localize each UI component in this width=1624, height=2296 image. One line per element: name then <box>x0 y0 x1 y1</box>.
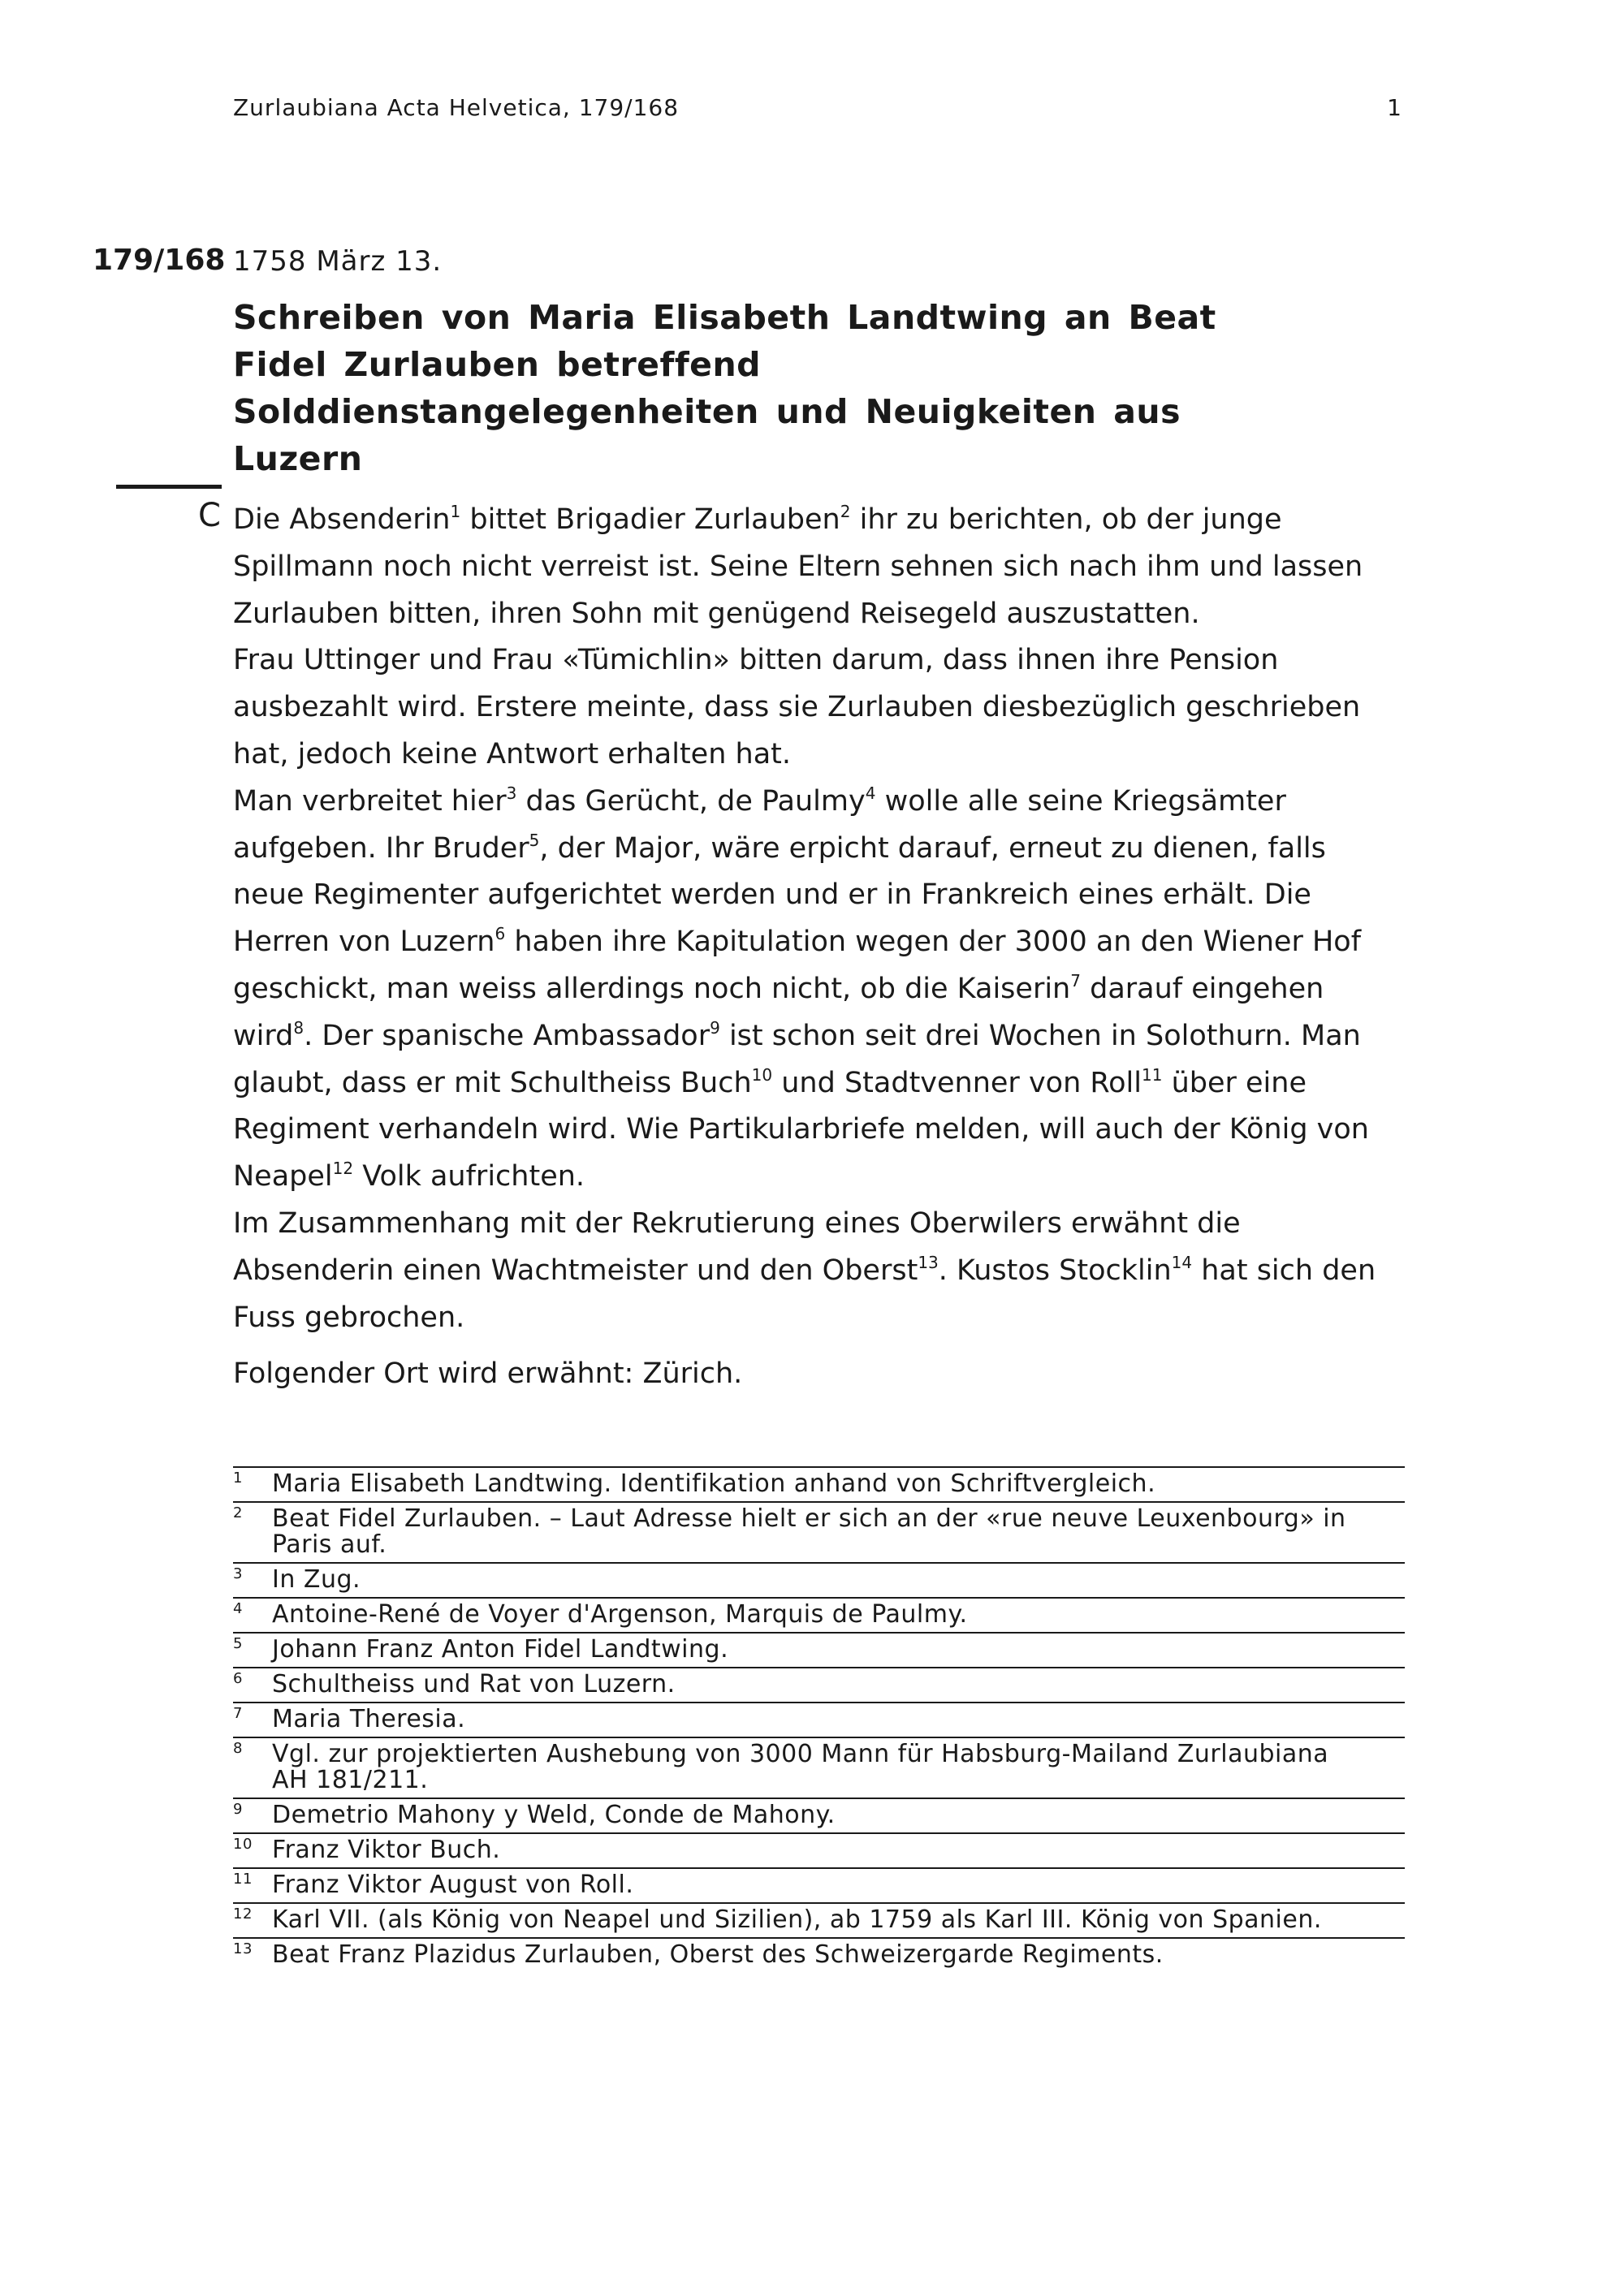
abstract-paragraph: Im Zusammenhang mit der Rekrutierung eines Oberwilers erwähnt die Absenderin einen Wachtmeister und den Oberst$^{13}$. Kustos Stocklin$^{14}$ hat sich den Fuss gebrochen. <box>233 1206 1376 1334</box>
record-date: 1758 März 13. <box>233 245 443 278</box>
footnote-ref: 8 <box>293 1017 304 1038</box>
margin-letter: C <box>198 497 221 534</box>
running-header <box>233 94 1402 121</box>
footnote-text: In Zug. <box>272 1565 361 1594</box>
footnote-ref: 13 <box>918 1252 939 1272</box>
footnote-text: Beat Franz Plazidus Zurlauben, Oberst des Schweizergarde Regiments. <box>272 1940 1164 1969</box>
footnote-text: Schultheiss und Rat von Luzern. <box>272 1670 676 1698</box>
footnote <box>233 1798 1405 1832</box>
footnote <box>233 1597 1405 1632</box>
footnote-number: 13 <box>233 1940 253 1957</box>
footnote-number: 12 <box>233 1905 253 1923</box>
footnote-text: Karl VII. (als König von Neapel und Sizilien), ab 1759 als Karl III. König von Spanien. <box>272 1905 1322 1934</box>
footnote-number: 7 <box>233 1705 243 1722</box>
footnote-number: 1 <box>233 1470 243 1487</box>
footnote-text: Maria Theresia. <box>272 1705 466 1733</box>
footnote-text: Demetrio Mahony y Weld, Conde de Mahony. <box>272 1801 836 1829</box>
footnote-text: Antoine-René de Voyer d'Argenson, Marquis de Paulmy. <box>272 1600 968 1629</box>
places-mentioned: Folgender Ort wird erwähnt: Zürich. <box>233 1357 743 1391</box>
abstract-paragraph: Man verbreitet hier$^3$ das Gerücht, de Paulmy$^4$ wolle alle seine Kriegsämter aufgeben. Ihr Bruder$^5$, der Major, wäre erpicht darauf, erneut zu dienen, falls neue Regimenter aufgerichtet werden und er in Frankreich eines erhält. Die Herren von Luzern$^6$ haben ihre Kapitulation wegen der 3000 an den Wiener Hof geschickt, man weiss allerdings noch nicht, ob die Kaiserin$^7$ darauf eingehen wird$^8$. Der spanische Ambassador$^9$ ist schon seit drei Wochen in Solothurn. Man glaubt, dass er mit Schultheiss Buch$^{10}$ und Stadtvenner von Roll$^{11}$ über eine Regiment verhandeln wird. Wie Partikularbriefe melden, will auch der König von Neapel$^{12}$ Volk aufrichten. <box>233 783 1369 1193</box>
margin-rule <box>116 485 222 489</box>
footnote <box>233 1937 1405 1972</box>
footnote-ref: 11 <box>1142 1064 1163 1085</box>
footnote-number: 2 <box>233 1504 243 1521</box>
footnote-number: 4 <box>233 1600 243 1617</box>
footnote-number: 11 <box>233 1871 253 1888</box>
footnote <box>233 1832 1405 1867</box>
footnote <box>233 1466 1405 1501</box>
footnote-ref: 9 <box>710 1017 720 1038</box>
footnote-text: Beat Fidel Zurlauben. – Laut Adresse hielt er sich an der «rue neuve Leuxenbourg» in Paris auf. <box>272 1504 1346 1559</box>
footnote-ref: 4 <box>865 783 876 803</box>
abstract-paragraph: Die Absenderin$^1$ bittet Brigadier Zurlauben$^2$ ihr zu berichten, ob der junge Spillmann noch nicht verreist ist. Seine Eltern sehnen sich nach ihm und lassen Zurlauben bitten, ihren Sohn mit genügend Reisegeld auszustatten. <box>233 502 1363 630</box>
footnote <box>233 1702 1405 1737</box>
footnote <box>233 1562 1405 1597</box>
footnote-number: 9 <box>233 1801 243 1818</box>
footnote <box>233 1632 1405 1667</box>
footnote-number: 8 <box>233 1740 243 1757</box>
running-title: Zurlaubiana Acta Helvetica, 179/168 <box>233 94 680 121</box>
footnote-ref: 1 <box>450 502 461 521</box>
footnote-ref: 5 <box>529 830 540 850</box>
page-number: 1 <box>1387 94 1402 121</box>
footnote-text: Maria Elisabeth Landtwing. Identifikation anhand von Schriftvergleich. <box>272 1470 1156 1498</box>
footnote <box>233 1667 1405 1702</box>
footnote-ref: 12 <box>332 1159 354 1179</box>
abstract-paragraph: Frau Uttinger und Frau «Tümichlin» bitten darum, dass ihnen ihre Pension ausbezahlt wird. Erstere meinte, dass sie Zurlauben diesbezüglich geschrieben hat, jedoch keine Antwort erhalten hat. <box>233 644 1361 770</box>
footnote-text: Franz Viktor Buch. <box>272 1836 501 1864</box>
footnote-ref: 10 <box>751 1064 773 1085</box>
footnote-number: 6 <box>233 1670 243 1687</box>
record-title: Schreiben von Maria Elisabeth Landtwing an Beat Fidel Zurlauben betreffend Solddienstangelegenheiten und Neuigkeiten aus Luzern <box>233 298 1216 478</box>
footnote <box>233 1501 1405 1562</box>
footnote-number: 10 <box>233 1836 253 1853</box>
record-id: 179/168 <box>93 244 226 277</box>
footnote-ref: 7 <box>1070 970 1081 990</box>
footnote-text: Vgl. zur projektierten Aushebung von 3000 Mann für Habsburg-Mailand Zurlaubiana AH 181/211. <box>272 1740 1329 1794</box>
footnote-number: 5 <box>233 1635 243 1652</box>
footnote-ref: 14 <box>1171 1252 1193 1272</box>
footnote <box>233 1867 1405 1902</box>
footnote-text: Franz Viktor August von Roll. <box>272 1871 634 1899</box>
footnote <box>233 1902 1405 1937</box>
footnote <box>233 1737 1405 1798</box>
footnote-ref: 6 <box>495 924 506 944</box>
footnote-ref: 3 <box>506 783 517 803</box>
footnote-ref: 2 <box>840 502 851 521</box>
footnotes <box>233 1466 1405 1972</box>
footnote-number: 3 <box>233 1565 243 1582</box>
abstract <box>233 497 1402 1398</box>
footnote-text: Johann Franz Anton Fidel Landtwing. <box>272 1635 729 1664</box>
